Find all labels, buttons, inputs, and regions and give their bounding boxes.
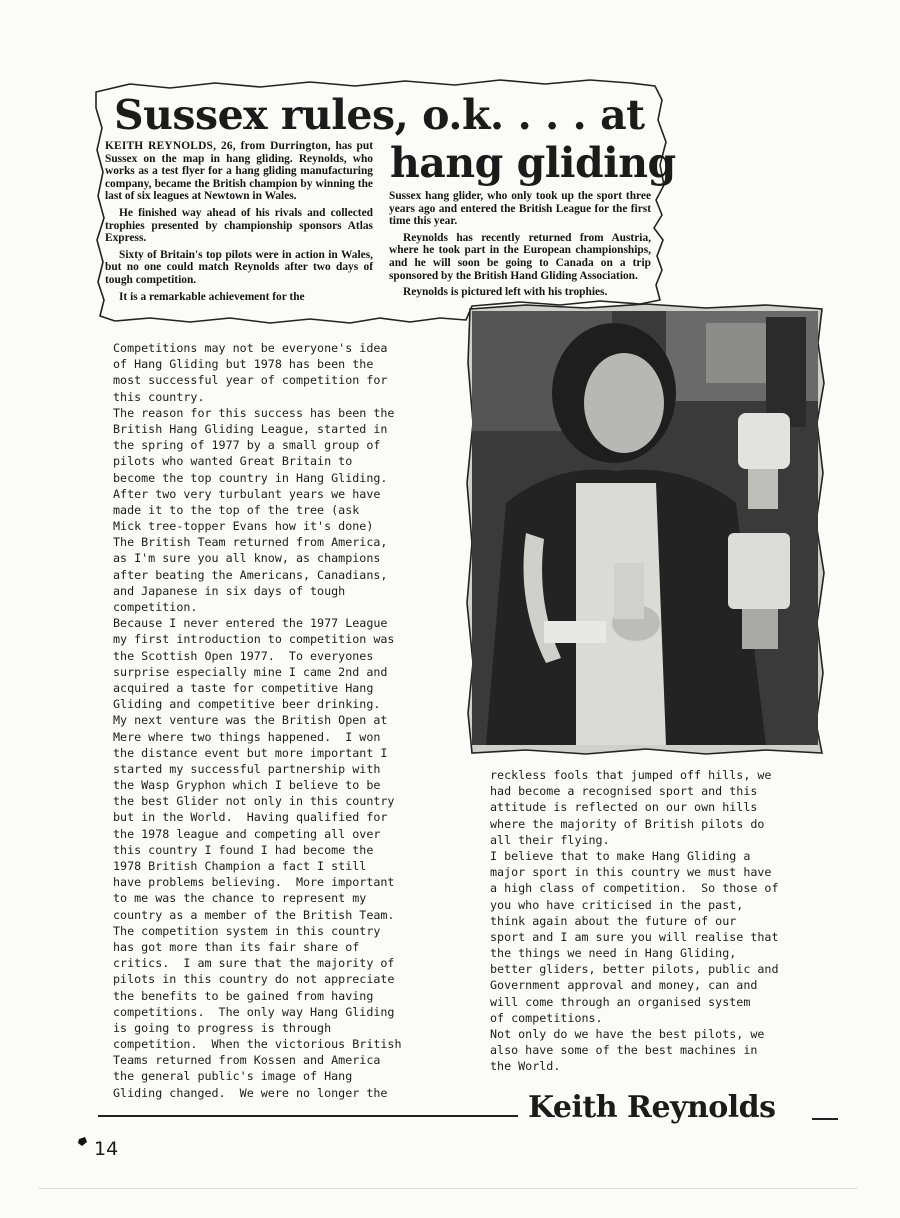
article-line: 1978 British Champion a fact I still (113, 859, 367, 873)
article-line: My next venture was the British Open at (113, 713, 388, 728)
article-line: Not only do we have the best pilots, we (490, 1027, 765, 1041)
signature-underline (812, 1118, 838, 1120)
article-line: also have some of the best machines in (490, 1043, 758, 1058)
clipping-column-left (105, 140, 373, 307)
article-column-left (113, 340, 463, 1101)
article-line: Teams returned from Kossen and America (113, 1053, 381, 1068)
article-line: my first introduction to competition was (113, 632, 395, 647)
article-line: started my successful partnership with (113, 761, 381, 776)
article-line: to me was the chance to represent my (113, 891, 367, 906)
article-line: Competitions may not be everyone's idea (113, 341, 388, 355)
article-line: you who have criticised in the past, (490, 897, 744, 912)
clipping-column-right (389, 190, 651, 303)
clipping-paragraph: It is a remarkable achievement for the (119, 290, 305, 303)
article-line: pilots who wanted Great Britain to (113, 454, 353, 469)
article-line: Government approval and money, can and (490, 978, 758, 993)
article-line: but in the World. Having qualified for (113, 810, 388, 825)
clipping-paragraph: Sussex hang glider, who only took up the sport three years ago and entered the British League for the first time this year. (389, 190, 651, 228)
article-line: become the top country in Hang Gliding. (113, 470, 388, 485)
article-line: Gliding changed. We were no longer the (113, 1085, 388, 1100)
article-line: all their flying. (490, 832, 610, 847)
clipping-paragraph: Reynolds is pictured left with his trophies. (403, 286, 608, 299)
article-line: The British Team returned from America, (113, 535, 388, 550)
article-line: have problems believing. More important (113, 875, 395, 890)
article-line: attitude is reflected on our own hills (490, 800, 758, 815)
article-line: Mere where two things happened. I won (113, 729, 381, 744)
article-line: After two very turbulant years we have (113, 486, 381, 501)
article-line: critics. I am sure that the majority of (113, 956, 395, 971)
article-line: is going to progress is through (113, 1020, 332, 1035)
article-line: this country. (113, 389, 205, 404)
article-line: had become a recognised sport and this (490, 784, 758, 799)
article-line: The competition system in this country (113, 923, 381, 938)
article-line: of competitions. (490, 1010, 603, 1025)
clipping-paragraph: Sixty of Britain's top pilots were in action in Wales, but no one could match Reynolds after two days of tough competition. (105, 248, 373, 286)
article-line: a high class of competition. So those of (490, 881, 779, 896)
article-line: the general public's image of Hang (113, 1069, 353, 1084)
article-line: the distance event but more important I (113, 745, 388, 760)
article-line: the 1978 league and competing all over (113, 826, 381, 841)
photo-image (466, 303, 828, 757)
article-line: competition. When the victorious British (113, 1037, 402, 1052)
article-line: sport and I am sure you will realise that (490, 929, 779, 944)
article-line: major sport in this country we must have (490, 865, 772, 880)
article-line: the Scottish Open 1977. To everyones (113, 648, 374, 663)
article-line: as I'm sure you all know, as champions (113, 551, 381, 566)
article-line: has got more than its fair share of (113, 939, 360, 954)
article-line: the things we need in Hang Gliding, (490, 946, 737, 961)
article-line: acquired a taste for competitive Hang (113, 680, 374, 695)
article-line: surprise especially mine I came 2nd and (113, 664, 388, 679)
page-number: 14 (94, 1138, 119, 1160)
article-line: Mick tree-topper Evans how it's done) (113, 519, 374, 534)
clipping-headline-line1: Sussex rules, o.k. . . . at (114, 91, 645, 139)
article-line: I believe that to make Hang Gliding a (490, 848, 751, 863)
article-line: the Wasp Gryphon which I believe to be (113, 778, 381, 793)
article-line: this country I found I had become the (113, 842, 374, 857)
article-line: competitions. The only way Hang Gliding (113, 1004, 395, 1019)
article-line: made it to the top of the tree (ask (113, 502, 360, 517)
clipping-byline: KEITH REYNOLDS, 26, from Durrington, (105, 140, 331, 152)
article-line: reckless fools that jumped off hills, we (490, 768, 772, 782)
article-line: pilots in this country do not appreciate (113, 972, 395, 987)
article-line: competition. (113, 600, 198, 614)
author-signature: Keith Reynolds (528, 1090, 776, 1125)
clipping-paragraph: Reynolds has recently returned from Austria, where he took part in the European championships, and he will soon be going to Canada on a trip sponsored by the British Hand Gliding Association. (389, 231, 651, 282)
article-line: country as a member of the British Team. (113, 907, 395, 922)
article-line: will come through an organised system (490, 994, 751, 1009)
clipping-paragraph (105, 140, 373, 203)
article-line: better gliders, better pilots, public and (490, 962, 779, 977)
article-line: The reason for this success has been the (113, 405, 395, 420)
article-line: after beating the Americans, Canadians, (113, 567, 388, 582)
article-line: most successful year of competition for (113, 373, 388, 388)
article-line: the spring of 1977 by a small group of (113, 438, 381, 453)
article-line: where the majority of British pilots do (490, 816, 765, 831)
article-line: the World. (490, 1059, 561, 1074)
article-line: think again about the future of our (490, 913, 737, 928)
article-line: the benefits to be gained from having (113, 988, 374, 1003)
clipping-paragraph-text: has put Sussex on the map in hang gliding. Reynolds, who works as a test flyer for a hang gliding manufacturing company, became the British champion by winning the last of six leagues at Newtown in Wales. (105, 140, 373, 203)
article-line: Because I never entered the 1977 League (113, 616, 388, 631)
page-mark-icon (78, 1137, 88, 1146)
article-line: of Hang Gliding but 1978 has been the (113, 357, 374, 372)
article-line: the best Glider not only in this country (113, 794, 395, 809)
article-column-right (490, 767, 840, 1075)
clipping-headline-line2: hang gliding (390, 139, 676, 187)
footer-rule (98, 1115, 518, 1117)
clipping-paragraph: He finished way ahead of his rivals and collected trophies presented by championship sponsors Atlas Express. (105, 206, 373, 245)
trophy-photo (466, 303, 828, 757)
article-line: Gliding and competitive beer drinking. (113, 697, 381, 712)
article-line: British Hang Gliding League, started in (113, 421, 388, 436)
page-edge-line (38, 1188, 858, 1189)
article-line: and Japanese in six days of tough (113, 583, 346, 598)
